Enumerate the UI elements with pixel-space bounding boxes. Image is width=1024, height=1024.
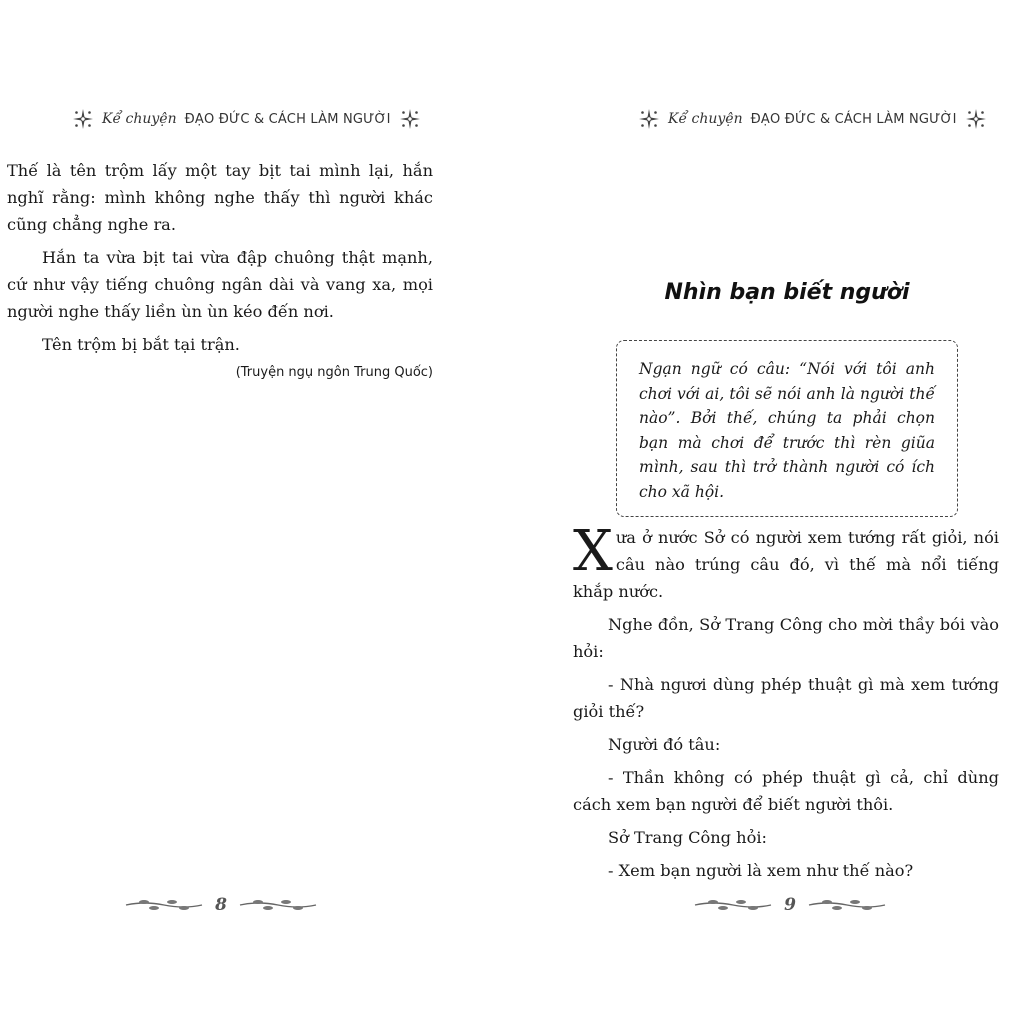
vine-flourish-icon (807, 897, 887, 913)
paragraph: Nghe đồn, Sở Trang Công cho mời thầy bói vào hỏi: (573, 615, 999, 661)
vine-flourish-icon (693, 897, 773, 913)
header-script-text: Kể chuyện (668, 111, 743, 127)
page-number: 8 (215, 895, 227, 915)
header-caps-text: ĐẠO ĐỨC & CÁCH LÀM NGƯỜI (750, 111, 957, 127)
vine-flourish-icon (238, 897, 318, 913)
running-header (638, 108, 987, 130)
paragraph: - Xem bạn người là xem như thế nào? (608, 861, 914, 880)
floral-ornament-icon (72, 108, 94, 130)
header-caps-text: ĐẠO ĐỨC & CÁCH LÀM NGƯỜI (184, 111, 391, 127)
story-citation: (Truyện ngụ ngôn Trung Quốc) (235, 365, 433, 380)
story-title: Nhìn bạn biết người (664, 280, 910, 305)
vine-flourish-icon (124, 897, 204, 913)
paragraph: Sở Trang Công hỏi: (608, 828, 767, 847)
paragraph-text: ưa ở nước Sở có người xem tướng rất giỏi, nói câu nào trúng câu đó, vì thế mà nổi tiếng khắp nước. (573, 528, 999, 601)
drop-cap: X (573, 519, 613, 584)
paragraph: Người đó tâu: (608, 735, 721, 754)
page-number: 9 (784, 895, 796, 915)
paragraph: Tên trộm bị bắt tại trận. (42, 335, 240, 354)
paragraph: Hắn ta vừa bịt tai vừa đập chuông thật mạnh, cứ như vậy tiếng chuông ngân dài và vang xa, mọi người nghe thấy liền ùn ùn kéo đến nơi. (7, 248, 433, 321)
right-page (512, 0, 1024, 1024)
right-body-text (573, 519, 999, 890)
paragraph: - Nhà ngươi dùng phép thuật gì mà xem tướng giỏi thế? (573, 675, 999, 721)
moral-quote-box: Ngạn ngữ có câu: “Nói với tôi anh chơi với ai, tôi sẽ nói anh là người thế nào”. Bởi thế, chúng ta phải chọn bạn mà chơi để trước thì rèn giũa mình, sau thì trở thành người có ích cho xã hội. (616, 340, 958, 517)
page-footer (124, 895, 318, 915)
floral-ornament-icon (965, 108, 987, 130)
paragraph: - Thần không có phép thuật gì cả, chỉ dùng cách xem bạn người để biết người thôi. (573, 768, 999, 814)
paragraph (573, 519, 999, 605)
paragraph: Thế là tên trộm lấy một tay bịt tai mình lại, hắn nghĩ rằng: mình không nghe thấy thì người khác cũng chẳng nghe ra. (7, 161, 433, 234)
floral-ornament-icon (399, 108, 421, 130)
running-header (72, 108, 421, 130)
header-script-text: Kể chuyện (102, 111, 177, 127)
floral-ornament-icon (638, 108, 660, 130)
page-footer (693, 895, 887, 915)
left-body-text (7, 157, 433, 382)
